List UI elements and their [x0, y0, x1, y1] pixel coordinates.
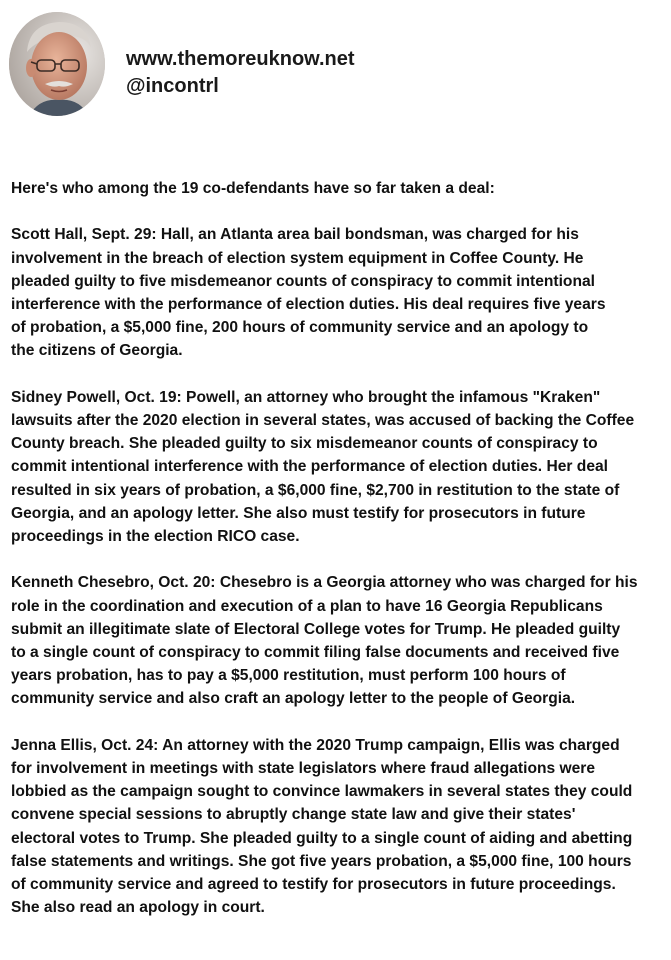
- paragraph-scott-hall: [11, 223, 663, 362]
- text-line: Jenna Ellis, Oct. 24: An attorney with the 2020 Trump campaign, Ellis was charged: [11, 736, 620, 754]
- handle-text: @incontrl: [126, 75, 219, 97]
- website-text: www.themoreuknow.net: [126, 48, 355, 70]
- intro-line: Here's who among the 19 co-defendants have so far taken a deal:: [11, 180, 495, 197]
- text-line: Scott Hall, Sept. 29: Hall, an Atlanta area bail bondsman, was charged for his: [11, 226, 579, 244]
- text-line: of community service and agreed to testify for prosecutors in future proceedings.: [11, 876, 616, 894]
- text-line: Georgia, and an apology letter. She also must testify for prosecutors in future: [11, 504, 586, 522]
- text-line: electoral votes to Trump. She pleaded guilty to a single count of aiding and abetting: [11, 829, 633, 847]
- text-line: lobbied as the campaign sought to convince lawmakers in several states they could: [11, 783, 633, 801]
- text-line: She also read an apology in court.: [11, 899, 265, 917]
- text-line: submit an illegitimate slate of Electoral College votes for Trump. He pleaded guilty: [11, 620, 621, 638]
- intro-paragraph: [11, 177, 663, 200]
- text-line: interference with the performance of election duties. His deal requires five years: [11, 296, 606, 313]
- text-line: false statements and writings. She got five years probation, a $5,000 fine, 100 hours: [11, 852, 632, 870]
- text-line: Sidney Powell, Oct. 19: Powell, an attorney who brought the infamous "Kraken": [11, 388, 601, 406]
- text-line: pleaded guilty to five misdemeanor counts of conspiracy to commit intentional: [11, 272, 595, 290]
- text-line: years probation, has to pay a $5,000 restitution, must perform 100 hours of: [11, 667, 566, 685]
- text-line: proceedings in the election RICO case.: [11, 528, 300, 546]
- article-body: [11, 177, 663, 943]
- author-avatar: [9, 12, 105, 116]
- text-line: County breach. She pleaded guilty to six misdemeanor counts of conspiracy to: [11, 435, 598, 453]
- text-line: lawsuits after the 2020 election in several states, was accused of backing the Coffee: [11, 412, 635, 429]
- text-line: the citizens of Georgia.: [11, 342, 183, 360]
- paragraph-sidney-powell: [11, 386, 663, 548]
- text-line: for involvement in meetings with state legislators where fraud allegations were: [11, 760, 596, 778]
- text-line: convene special sessions to abruptly change state law and give their states': [11, 806, 576, 824]
- paragraph-jenna-ellis: [11, 734, 663, 920]
- author-portrait: [9, 12, 105, 116]
- text-line: resulted in six years of probation, a $6,000 fine, $2,700 in restitution to the state of: [11, 481, 620, 499]
- paragraph-kenneth-chesebro: [11, 571, 663, 710]
- text-line: role in the coordination and execution of a plan to have 16 Georgia Republicans: [11, 597, 603, 615]
- text-line: to a single count of conspiracy to commit filing false documents and received five: [11, 644, 620, 662]
- text-line: Kenneth Chesebro, Oct. 20: Chesebro is a Georgia attorney who was charged for his: [11, 574, 638, 592]
- text-line: involvement in the breach of election system equipment in Coffee County. He: [11, 249, 584, 267]
- text-line: commit intentional interference with the performance of election duties. Her deal: [11, 458, 609, 476]
- text-line: community service and also craft an apology letter to the people of Georgia.: [11, 690, 576, 708]
- header-contact: [126, 46, 355, 100]
- text-line: of probation, a $5,000 fine, 200 hours of community service and an apology to: [11, 319, 589, 337]
